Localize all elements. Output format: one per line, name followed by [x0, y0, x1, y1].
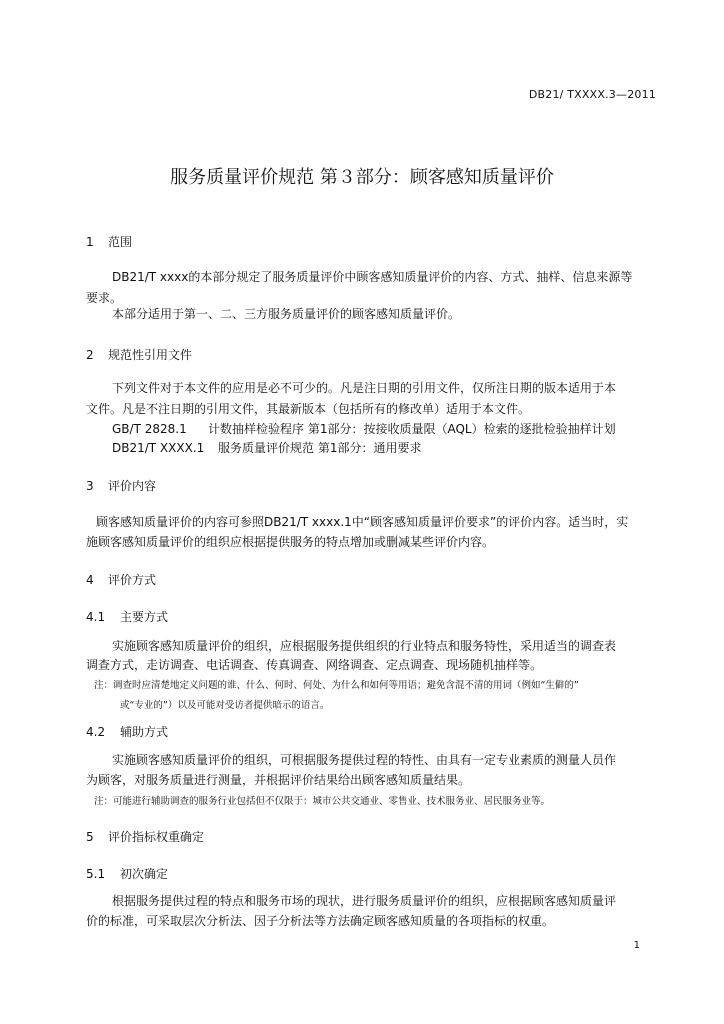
document-code: DB21/ TXXXX.3—2011 — [528, 88, 656, 101]
paragraph-line: 为顾客，对服务质量进行测量，并根据评价结果给出顾客感知质量结果。 — [86, 773, 471, 787]
section-1-heading — [86, 233, 132, 250]
subsection-title: 初次确定 — [120, 867, 169, 881]
reference-title: 计数抽样检验程序 第1部分：按接收质量限（AQL）检索的逐批检验抽样计划 — [208, 422, 616, 436]
paragraph-line: 要求。 — [86, 291, 123, 305]
section-title: 评价方式 — [108, 573, 157, 587]
paragraph-line: 实施顾客感知质量评价的组织，可根据服务提供过程的特性、由具有一定专业素质的测量人员作 — [112, 753, 617, 767]
paragraph-line: 下列文件对于本文件的应用是必不可少的。凡是注日期的引用文件，仅所注日期的版本适用于本 — [112, 381, 617, 395]
section-4-heading — [86, 571, 156, 588]
subsection-number: 4.2 — [86, 725, 106, 739]
paragraph-line: DB21/T xxxx的本部分规定了服务质量评价中顾客感知质量评价的内容、方式、抽样、信息来源等 — [112, 270, 633, 284]
paragraph-line: 调查方式，走访调查、电话调查、传真调查、网络调查、定点调查、现场随机抽样等。 — [86, 658, 543, 672]
subsection-title: 辅助方式 — [120, 725, 169, 739]
paragraph-line: 施顾客感知质量评价的组织应根据提供服务的特点增加或删减某些评价内容。 — [86, 535, 495, 549]
reference-title: 服务质量评价规范 第1部分：通用要求 — [218, 441, 422, 455]
section-title: 评价内容 — [108, 479, 157, 493]
reference-code: GB/T 2828.1 — [112, 422, 187, 436]
subsection-number: 4.1 — [86, 610, 106, 624]
subsection-number: 5.1 — [86, 867, 106, 881]
note-line: 或“专业的”）以及可能对受访者提供暗示的语言。 — [120, 700, 330, 711]
section-number: 4 — [86, 573, 94, 587]
page-number: 1 — [633, 940, 640, 951]
subsection-title: 主要方式 — [120, 610, 169, 624]
section-number: 3 — [86, 479, 94, 493]
paragraph-line: 实施顾客感知质量评价的组织，应根据服务提供组织的行业特点和服务特性，采用适当的调查表 — [112, 639, 617, 653]
section-number: 2 — [86, 348, 94, 362]
section-5-heading — [86, 828, 204, 845]
section-number: 5 — [86, 830, 94, 844]
subsection-4-2-heading — [86, 723, 168, 740]
paragraph-line: 本部分适用于第一、二、三方服务质量评价的顾客感知质量评价。 — [112, 307, 461, 321]
section-3-heading — [86, 477, 156, 494]
paragraph-line: 顾客感知质量评价的内容可参照DB21/T xxxx.1中“顾客感知质量评价要求”的评价内容。适当时，实 — [96, 515, 629, 529]
paragraph-line: 文件。凡是不注日期的引用文件，其最新版本（包括所有的修改单）适用于本文件。 — [86, 402, 531, 416]
section-title: 范围 — [108, 235, 133, 249]
page-title: 服务质量评价规范 第３部分：顾客感知质量评价 — [170, 167, 554, 188]
section-title: 评价指标权重确定 — [108, 830, 205, 844]
subsection-4-1-heading — [86, 608, 168, 625]
reference-item — [112, 419, 616, 440]
note-line: 注：可能进行辅助调查的服务行业包括但不仅限于：城市公共交通业、零售业、技术服务业、居民服务业等。 — [94, 796, 551, 807]
paragraph-line: 根据服务提供过程的特点和服务市场的现状，进行服务质量评价的组织，应根据顾客感知质量评 — [112, 894, 617, 908]
reference-item — [112, 438, 421, 459]
note-line: 注：调查时应清楚地定义问题的谁、什么、何时、何处、为什么和如何等用语；避免含混不清的用词（例如“生僻的” — [94, 680, 579, 691]
subsection-5-1-heading — [86, 865, 168, 882]
section-2-heading — [86, 346, 192, 363]
section-title: 规范性引用文件 — [108, 348, 193, 362]
reference-code: DB21/T XXXX.1 — [112, 441, 205, 455]
section-number: 1 — [86, 235, 94, 249]
paragraph-line: 价的标准，可采取层次分析法、因子分析法等方法确定顾客感知质量的各项指标的权重。 — [86, 914, 555, 928]
